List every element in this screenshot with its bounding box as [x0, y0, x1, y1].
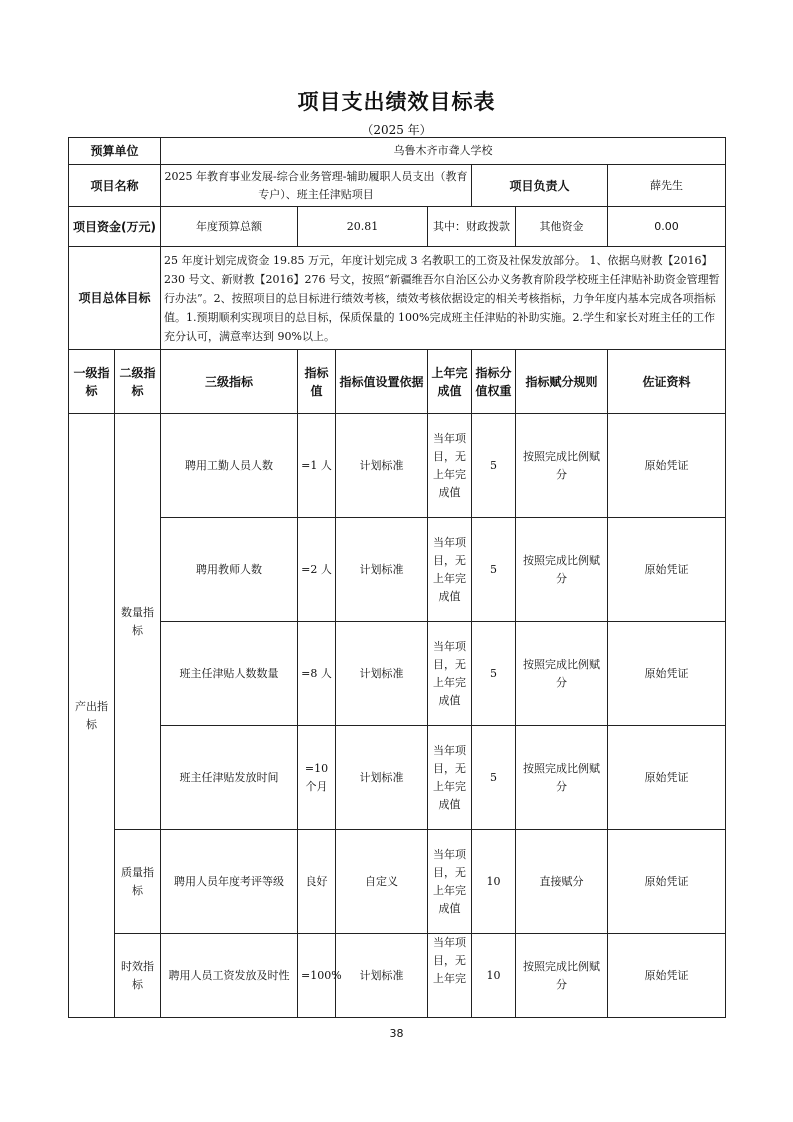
prev-cell: 当年项目，无上年完成值 — [428, 518, 472, 622]
header-basis: 指标值设置依据 — [336, 350, 428, 414]
header-evidence: 佐证资料 — [608, 350, 726, 414]
prev-cell: 当年项目，无上年完成值 — [428, 622, 472, 726]
evidence-cell: 原始凭证 — [608, 830, 726, 934]
header-level1: 一级指标 — [69, 350, 115, 414]
table-row — [69, 622, 726, 726]
prev-cell: 当年项目，无上年完 — [428, 934, 472, 1018]
page-title: 项目支出绩效目标表 — [297, 90, 496, 114]
evidence-cell: 原始凭证 — [608, 518, 726, 622]
indicator-cell: 班主任津贴发放时间 — [161, 726, 298, 830]
header-weight: 指标分值权重 — [472, 350, 516, 414]
header-rule: 指标赋分规则 — [516, 350, 608, 414]
header-level3: 三级指标 — [161, 350, 298, 414]
basis-cell: 自定义 — [336, 830, 428, 934]
prev-cell: 当年项目，无上年完成值 — [428, 830, 472, 934]
weight-cell: 5 — [472, 414, 516, 518]
value-cell: =8 人 — [298, 622, 336, 726]
basis-cell: 计划标准 — [336, 934, 428, 1018]
overall-goal-label: 项目总体目标 — [69, 247, 161, 350]
indicator-cell: 聘用教师人数 — [161, 518, 298, 622]
rule-cell: 按照完成比例赋分 — [516, 414, 608, 518]
weight-cell: 5 — [472, 622, 516, 726]
value-cell: 良好 — [298, 830, 336, 934]
table-row — [69, 414, 726, 518]
prev-cell: 当年项目，无上年完成值 — [428, 726, 472, 830]
table-row — [69, 934, 726, 1018]
annual-budget-value: 20.81 — [298, 207, 428, 247]
prev-cell: 当年项目，无上年完成值 — [428, 414, 472, 518]
header-level2: 二级指标 — [115, 350, 161, 414]
evidence-cell: 原始凭证 — [608, 934, 726, 1018]
level2-cell: 数量指标 — [115, 414, 161, 830]
project-name-value: 2025 年教育事业发展-综合业务管理-辅助履职人员支出（教育专户）、班主任津贴项目 — [161, 165, 472, 207]
evidence-cell: 原始凭证 — [608, 414, 726, 518]
project-name-row — [69, 165, 726, 207]
rule-cell: 按照完成比例赋分 — [516, 726, 608, 830]
level2-cell: 质量指标 — [115, 830, 161, 934]
table-row — [69, 518, 726, 622]
other-value: 0.00 — [608, 207, 726, 247]
project-name-label: 项目名称 — [69, 165, 161, 207]
weight-cell: 5 — [472, 726, 516, 830]
header-value: 指标值 — [298, 350, 336, 414]
rule-cell: 按照完成比例赋分 — [516, 622, 608, 726]
page-number: 38 — [389, 1027, 404, 1040]
performance-table — [68, 137, 726, 1018]
weight-cell: 10 — [472, 934, 516, 1018]
rule-cell: 按照完成比例赋分 — [516, 934, 608, 1018]
basis-cell: 计划标准 — [336, 726, 428, 830]
indicator-cell: 班主任津贴人数数量 — [161, 622, 298, 726]
year-label: （2025 年） — [361, 123, 432, 137]
value-cell: =100% — [298, 934, 336, 1018]
weight-cell: 10 — [472, 830, 516, 934]
other-label: 其他资金 — [516, 207, 608, 247]
budget-unit-value: 乌鲁木齐市聋人学校 — [161, 138, 726, 165]
table-row — [69, 726, 726, 830]
indicator-cell: 聘用人员年度考评等级 — [161, 830, 298, 934]
value-cell: =2 人 — [298, 518, 336, 622]
evidence-cell: 原始凭证 — [608, 726, 726, 830]
indicator-cell: 聘用工勤人员人数 — [161, 414, 298, 518]
weight-cell: 5 — [472, 518, 516, 622]
indicator-cell: 聘用人员工资发放及时性 — [161, 934, 298, 1018]
value-cell: =1 人 — [298, 414, 336, 518]
annual-budget-label: 年度预算总额 — [161, 207, 298, 247]
basis-cell: 计划标准 — [336, 414, 428, 518]
table-row — [69, 830, 726, 934]
basis-cell: 计划标准 — [336, 518, 428, 622]
evidence-cell: 原始凭证 — [608, 622, 726, 726]
rule-cell: 直接赋分 — [516, 830, 608, 934]
funds-label: 项目资金(万元) — [69, 207, 161, 247]
fiscal-label: 其中：财政拨款 — [428, 207, 516, 247]
budget-unit-label: 预算单位 — [69, 138, 161, 165]
manager-value: 薛先生 — [608, 165, 726, 207]
manager-label: 项目负责人 — [472, 165, 608, 207]
value-cell: =10 个月 — [298, 726, 336, 830]
funds-row — [69, 207, 726, 247]
level2-cell: 时效指标 — [115, 934, 161, 1018]
budget-unit-row — [69, 138, 726, 165]
header-row — [69, 350, 726, 414]
rule-cell: 按照完成比例赋分 — [516, 518, 608, 622]
header-prev: 上年完成值 — [428, 350, 472, 414]
level1-cell: 产出指标 — [69, 414, 115, 1018]
overall-goal-row — [69, 247, 726, 350]
overall-goal-text: 25 年度计划完成资金 19.85 万元，年度计划完成 3 名教职工的工资及社保发放部分。 1、依据乌财教【2016】230 号文、新财教【2016】276 号文，按照“新疆维吾尔自治区公办义务教育阶段学校班主任津贴补助资金管理暂行办法”。2、按照项目的总目标进行绩效考核，绩效考核依据设定的相关考核指标，力争年度内基本完成各项指标值。1.预期顺利实现项目的总目标，保质保量的 100%完成班主任津贴的补助实施。2.学生和家长对班主任的工作充分认可，满意率达到 90%以上。 — [161, 247, 726, 350]
basis-cell: 计划标准 — [336, 622, 428, 726]
